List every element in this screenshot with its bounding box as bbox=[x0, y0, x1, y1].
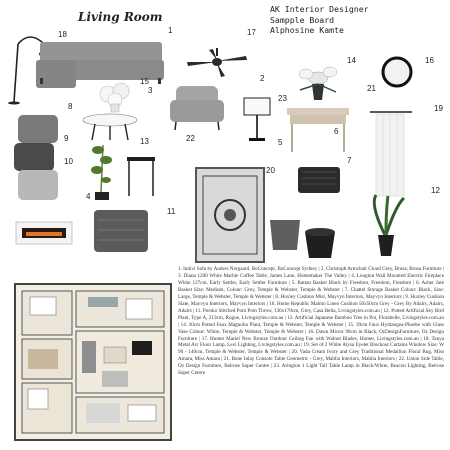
item-number-15: 15 bbox=[140, 77, 149, 86]
hydrangea-vase-icon bbox=[100, 83, 129, 112]
item-number-16: 16 bbox=[425, 56, 434, 65]
item-number-7: 7 bbox=[347, 156, 352, 165]
cushion-icon bbox=[14, 115, 58, 200]
floor-plan-icon bbox=[16, 285, 170, 439]
product-list: 1. Indivi Sofa by Anders Norgaard, BoConcept, BoConcept Sydney | 2. Christoph Armchair Cloud Grey, Brosa, Brosa Furniture | 3. Diana 1200 White Marble Coffee Table, James Lane, Homemaker The Valley | 4. Longton Wall Mounted Electric Fireplace White 127cm, Early Settler, Early Settler Furniture | 5. Rattan Basket Black by Freedom, Freedom, Freedom | 6. Asher Jute Basket Size: Medium, Colour: Grey, Temple & Webster, Temple & Webster | 7. Chattel Storage Basket Colour: Black, Size: Large, Temple & Webster, Temple & Webster | 8. Huxley Cushion Mist, Mayvyn Interiors, Mayvyn Interiors | 9. Huxley Cushion Slate, Mayvyn Interiors, Mayvyn Interiors | 10. Home Republic Malmo Linen Cushion 50x50cm Grey - Grey By Adairs, Adairs, Adairs | 11. Porsko Stitched Pom Pom Throw, 130x170cm, Grey, Casa Bella, Livingstyles.com.au | 12. Potted Artificial Sky Bird Plant, Type A, 213cm, Rogue, Livingstyles.com.au | 13. Artificial Japanese Bamboo Tree in Pot, Florabelle, Livingstyles.com.au | 14. 30cm Potted Faux Magnolia Plant, Temple & Webster, Temple & Webster | 15. 39cm Faux Hydrangea-Phoebe with Glass Vase Colour: White, Temple & Webster, Temple & Webster | 16. Dawn Mirror 90cm in Black, OzDesignFurniture, Oz Design Furniture | 17. Hunter Mariel New Bronze Outdoor Ceiling Fan with Walnut Blades, Hunter, Livingstyles.com.au | 18. Tanya Metal Arc Floor Lamp, Lexi Lighting, Livingstyles.com.au | 19. Set of 2 White Alysa Eyelet Blockout Curtains Window Size: W 90 - 140cm, Temple & Webster, Temple & Webster | 20. Vada Cream Ivory and Grey Traditional Medallion Floral Rug, Miss Amara, Miss Amara | 21. Bone Inlay Console Table Geometric - Grey, Mahlia Interiors, Mahlia Interiors | 22. Union Side Table, Oz Design Furniture, Belrose Super Centre | 23. Arington 1 Light Tall Table Lamp in Black/White, Beacon Lighting, Belrose Super Centre bbox=[178, 266, 444, 377]
item-number-14: 14 bbox=[347, 56, 356, 65]
side-table-icon bbox=[127, 157, 155, 196]
throw-icon bbox=[94, 210, 148, 252]
round-mirror-icon bbox=[383, 58, 411, 86]
item-number-23: 23 bbox=[278, 94, 287, 103]
item-number-19: 19 bbox=[434, 104, 443, 113]
designer-line-2: Sampple Board bbox=[270, 14, 335, 25]
floor-plan bbox=[14, 283, 172, 441]
storage-basket-icon bbox=[270, 220, 300, 250]
item-number-12: 12 bbox=[431, 186, 440, 195]
sky-bird-plant-icon bbox=[374, 195, 404, 256]
item-number-22: 22 bbox=[186, 134, 195, 143]
item-number-17: 17 bbox=[247, 28, 256, 37]
table-lamp-icon bbox=[244, 98, 270, 141]
item-number-4: 4 bbox=[86, 192, 91, 201]
item-number-11: 11 bbox=[167, 207, 176, 216]
item-number-2: 2 bbox=[260, 74, 265, 83]
ceiling-fan-icon bbox=[187, 48, 247, 77]
item-number-21: 21 bbox=[367, 84, 376, 93]
item-number-13: 13 bbox=[140, 137, 149, 146]
coffee-table-icon bbox=[83, 114, 137, 140]
item-number-5: 5 bbox=[278, 138, 283, 147]
console-table-icon bbox=[287, 108, 349, 152]
designer-line-1: AK Interior Designer bbox=[270, 4, 369, 14]
curtain-icon bbox=[370, 112, 412, 196]
fireplace-icon bbox=[16, 222, 72, 244]
item-number-18: 18 bbox=[58, 30, 67, 39]
item-number-6: 6 bbox=[334, 127, 339, 136]
item-number-1: 1 bbox=[168, 26, 173, 35]
storage-basket-icon bbox=[298, 167, 340, 193]
item-number-10: 10 bbox=[64, 157, 73, 166]
item-number-8: 8 bbox=[68, 102, 73, 111]
bamboo-plant-icon bbox=[91, 145, 112, 200]
storage-basket-icon bbox=[305, 228, 335, 258]
armchair-icon bbox=[170, 86, 224, 130]
magnolia-plant-icon bbox=[299, 67, 337, 100]
item-number-9: 9 bbox=[64, 134, 69, 143]
designer-line-3: Alphosine Kamte bbox=[270, 25, 344, 35]
item-number-3: 3 bbox=[148, 86, 153, 95]
rug-icon bbox=[196, 168, 264, 262]
board-title: Living Room bbox=[78, 10, 163, 24]
item-number-20: 20 bbox=[266, 166, 275, 175]
